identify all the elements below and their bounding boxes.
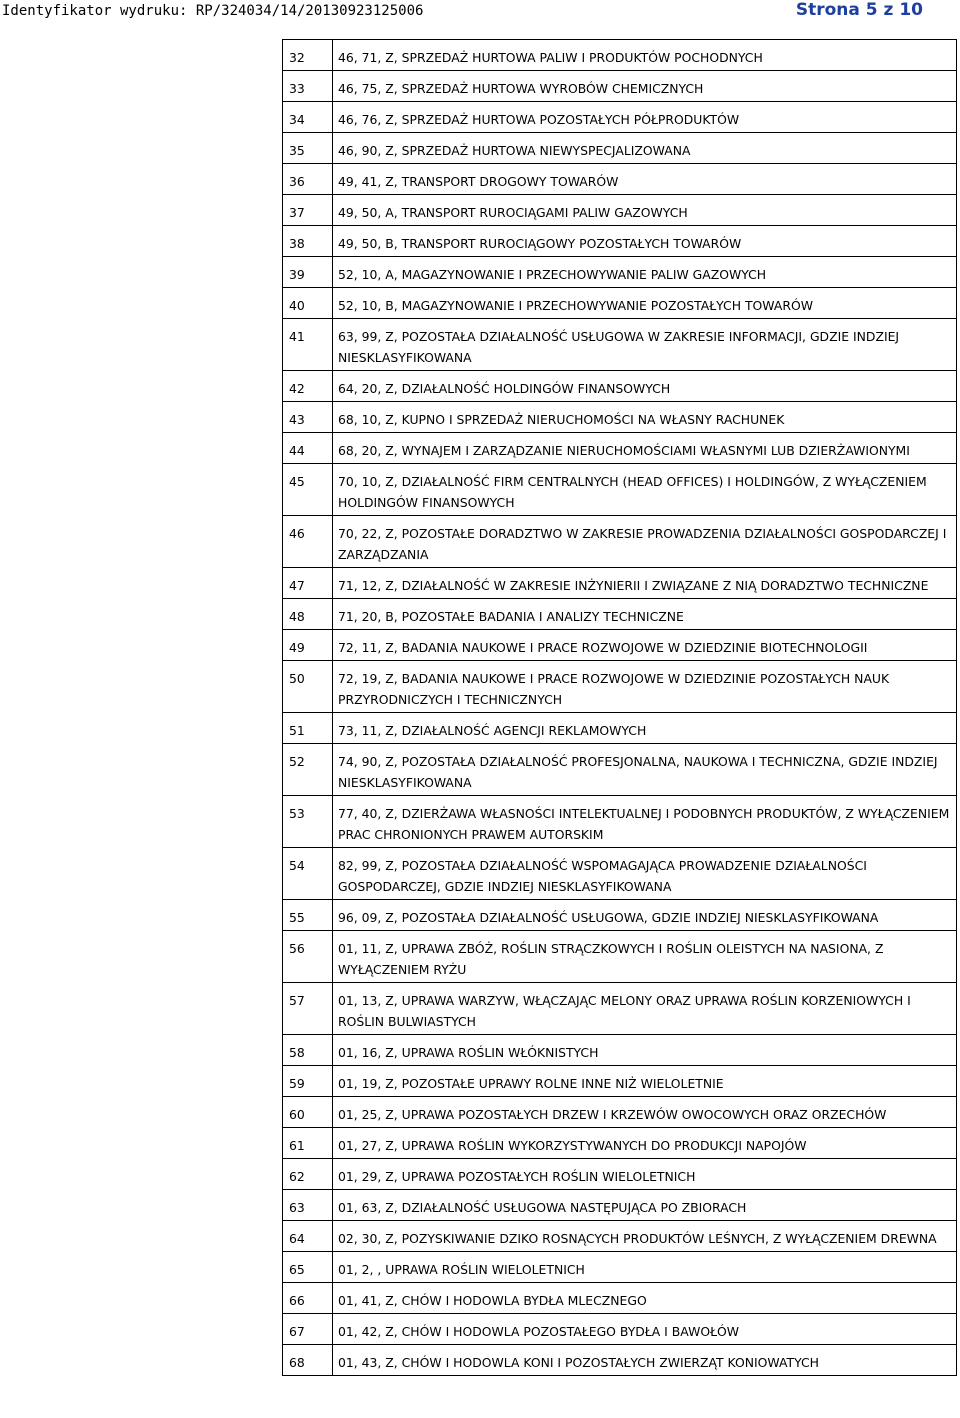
row-number: 36 <box>283 164 333 195</box>
row-number: 57 <box>283 983 333 1035</box>
table-row <box>283 1128 957 1159</box>
activity-description: 01, 27, Z, UPRAWA ROŚLIN WYKORZYSTYWANYCH DO PRODUKCJI NAPOJÓW <box>333 1128 957 1159</box>
activity-description: 72, 11, Z, BADANIA NAUKOWE I PRACE ROZWOJOWE W DZIEDZINIE BIOTECHNOLOGII <box>333 630 957 661</box>
row-number: 55 <box>283 900 333 931</box>
row-number: 62 <box>283 1159 333 1190</box>
table-row <box>283 900 957 931</box>
activity-description: 01, 2, , UPRAWA ROŚLIN WIELOLETNICH <box>333 1252 957 1283</box>
table-body <box>283 40 957 1376</box>
row-number: 40 <box>283 288 333 319</box>
activity-description: 49, 50, B, TRANSPORT RUROCIĄGOWY POZOSTAŁYCH TOWARÓW <box>333 226 957 257</box>
row-number: 60 <box>283 1097 333 1128</box>
table-row <box>283 133 957 164</box>
activity-description: 64, 20, Z, DZIAŁALNOŚĆ HOLDINGÓW FINANSOWYCH <box>333 371 957 402</box>
table-row <box>283 630 957 661</box>
activity-description: 68, 20, Z, WYNAJEM I ZARZĄDZANIE NIERUCHOMOŚCIAMI WŁASNYMI LUB DZIERŻAWIONYMI <box>333 433 957 464</box>
activity-description: 01, 16, Z, UPRAWA ROŚLIN WŁÓKNISTYCH <box>333 1035 957 1066</box>
table-row <box>283 1159 957 1190</box>
table-row <box>283 319 957 371</box>
row-number: 35 <box>283 133 333 164</box>
activity-description: 01, 41, Z, CHÓW I HODOWLA BYDŁA MLECZNEGO <box>333 1283 957 1314</box>
activity-description: 63, 99, Z, POZOSTAŁA DZIAŁALNOŚĆ USŁUGOWA W ZAKRESIE INFORMACJI, GDZIE INDZIEJ NIESKLASYFIKOWANA <box>333 319 957 371</box>
activity-codes-table <box>282 39 957 1376</box>
row-number: 33 <box>283 71 333 102</box>
table-row <box>283 1190 957 1221</box>
table-row <box>283 257 957 288</box>
print-header <box>0 0 960 26</box>
table-row <box>283 195 957 226</box>
row-number: 53 <box>283 796 333 848</box>
row-number: 38 <box>283 226 333 257</box>
activity-description: 01, 25, Z, UPRAWA POZOSTAŁYCH DRZEW I KRZEWÓW OWOCOWYCH ORAZ ORZECHÓW <box>333 1097 957 1128</box>
activity-description: 01, 63, Z, DZIAŁALNOŚĆ USŁUGOWA NASTĘPUJĄCA PO ZBIORACH <box>333 1190 957 1221</box>
table-row <box>283 713 957 744</box>
activity-description: 71, 20, B, POZOSTAŁE BADANIA I ANALIZY TECHNICZNE <box>333 599 957 630</box>
row-number: 43 <box>283 402 333 433</box>
table-row <box>283 1035 957 1066</box>
activity-description: 70, 22, Z, POZOSTAŁE DORADZTWO W ZAKRESIE PROWADZENIA DZIAŁALNOŚCI GOSPODARCZEJ I ZARZĄDZANIA <box>333 516 957 568</box>
row-number: 39 <box>283 257 333 288</box>
table-row <box>283 1221 957 1252</box>
table-row <box>283 1252 957 1283</box>
row-number: 56 <box>283 931 333 983</box>
activity-description: 74, 90, Z, POZOSTAŁA DZIAŁALNOŚĆ PROFESJONALNA, NAUKOWA I TECHNICZNA, GDZIE INDZIEJ NIESKLASYFIKOWANA <box>333 744 957 796</box>
table-row <box>283 1314 957 1345</box>
activity-description: 01, 11, Z, UPRAWA ZBÓŻ, ROŚLIN STRĄCZKOWYCH I ROŚLIN OLEISTYCH NA NASIONA, Z WYŁĄCZENIEM RYŻU <box>333 931 957 983</box>
activity-description: 77, 40, Z, DZIERŻAWA WŁASNOŚCI INTELEKTUALNEJ I PODOBNYCH PRODUKTÓW, Z WYŁĄCZENIEM PRAC CHRONIONYCH PRAWEM AUTORSKIM <box>333 796 957 848</box>
activity-description: 01, 13, Z, UPRAWA WARZYW, WŁĄCZAJĄC MELONY ORAZ UPRAWA ROŚLIN KORZENIOWYCH I ROŚLIN BULWIASTYCH <box>333 983 957 1035</box>
row-number: 51 <box>283 713 333 744</box>
row-number: 46 <box>283 516 333 568</box>
row-number: 67 <box>283 1314 333 1345</box>
row-number: 37 <box>283 195 333 226</box>
row-number: 44 <box>283 433 333 464</box>
table-row <box>283 1283 957 1314</box>
table-row <box>283 433 957 464</box>
activity-description: 01, 19, Z, POZOSTAŁE UPRAWY ROLNE INNE NIŻ WIELOLETNIE <box>333 1066 957 1097</box>
table-row <box>283 288 957 319</box>
activity-description: 52, 10, A, MAGAZYNOWANIE I PRZECHOWYWANIE PALIW GAZOWYCH <box>333 257 957 288</box>
activity-description: 71, 12, Z, DZIAŁALNOŚĆ W ZAKRESIE INŻYNIERII I ZWIĄZANE Z NIĄ DORADZTWO TECHNICZNE <box>333 568 957 599</box>
row-number: 48 <box>283 599 333 630</box>
table-row <box>283 516 957 568</box>
activity-description: 46, 90, Z, SPRZEDAŻ HURTOWA NIEWYSPECJALIZOWANA <box>333 133 957 164</box>
activity-description: 01, 42, Z, CHÓW I HODOWLA POZOSTAŁEGO BYDŁA I BAWOŁÓW <box>333 1314 957 1345</box>
activity-description: 49, 50, A, TRANSPORT RUROCIĄGAMI PALIW GAZOWYCH <box>333 195 957 226</box>
table-row <box>283 744 957 796</box>
row-number: 58 <box>283 1035 333 1066</box>
activity-description: 46, 71, Z, SPRZEDAŻ HURTOWA PALIW I PRODUKTÓW POCHODNYCH <box>333 40 957 71</box>
table-row <box>283 226 957 257</box>
row-number: 32 <box>283 40 333 71</box>
table-row <box>283 164 957 195</box>
row-number: 49 <box>283 630 333 661</box>
activity-description: 96, 09, Z, POZOSTAŁA DZIAŁALNOŚĆ USŁUGOWA, GDZIE INDZIEJ NIESKLASYFIKOWANA <box>333 900 957 931</box>
table-row <box>283 464 957 516</box>
table-row <box>283 40 957 71</box>
table-row <box>283 568 957 599</box>
table-row <box>283 1097 957 1128</box>
row-number: 52 <box>283 744 333 796</box>
activity-description: 02, 30, Z, POZYSKIWANIE DZIKO ROSNĄCYCH PRODUKTÓW LEŚNYCH, Z WYŁĄCZENIEM DREWNA <box>333 1221 957 1252</box>
table-row <box>283 983 957 1035</box>
activity-description: 49, 41, Z, TRANSPORT DROGOWY TOWARÓW <box>333 164 957 195</box>
row-number: 45 <box>283 464 333 516</box>
activity-description: 73, 11, Z, DZIAŁALNOŚĆ AGENCJI REKLAMOWYCH <box>333 713 957 744</box>
activity-description: 52, 10, B, MAGAZYNOWANIE I PRZECHOWYWANIE POZOSTAŁYCH TOWARÓW <box>333 288 957 319</box>
page-number: Strona 5 z 10 <box>795 0 923 20</box>
row-number: 47 <box>283 568 333 599</box>
row-number: 54 <box>283 848 333 900</box>
table-row <box>283 1066 957 1097</box>
activity-description: 46, 76, Z, SPRZEDAŻ HURTOWA POZOSTAŁYCH PÓŁPRODUKTÓW <box>333 102 957 133</box>
row-number: 41 <box>283 319 333 371</box>
row-number: 59 <box>283 1066 333 1097</box>
print-identifier: Identyfikator wydruku: RP/324034/14/20130923125006 <box>2 3 424 19</box>
row-number: 42 <box>283 371 333 402</box>
table-row <box>283 371 957 402</box>
activity-description: 72, 19, Z, BADANIA NAUKOWE I PRACE ROZWOJOWE W DZIEDZINIE POZOSTAŁYCH NAUK PRZYRODNICZYCH I TECHNICZNYCH <box>333 661 957 713</box>
activity-description: 01, 43, Z, CHÓW I HODOWLA KONI I POZOSTAŁYCH ZWIERZĄT KONIOWATYCH <box>333 1345 957 1376</box>
table-row <box>283 599 957 630</box>
activity-description: 46, 75, Z, SPRZEDAŻ HURTOWA WYROBÓW CHEMICZNYCH <box>333 71 957 102</box>
table-row <box>283 848 957 900</box>
table-row <box>283 931 957 983</box>
table-row <box>283 402 957 433</box>
row-number: 66 <box>283 1283 333 1314</box>
row-number: 65 <box>283 1252 333 1283</box>
row-number: 68 <box>283 1345 333 1376</box>
row-number: 50 <box>283 661 333 713</box>
row-number: 61 <box>283 1128 333 1159</box>
activity-description: 82, 99, Z, POZOSTAŁA DZIAŁALNOŚĆ WSPOMAGAJĄCA PROWADZENIE DZIAŁALNOŚCI GOSPODARCZEJ, GDZIE INDZIEJ NIESKLASYFIKOWANA <box>333 848 957 900</box>
table-row <box>283 102 957 133</box>
activity-description: 01, 29, Z, UPRAWA POZOSTAŁYCH ROŚLIN WIELOLETNICH <box>333 1159 957 1190</box>
row-number: 63 <box>283 1190 333 1221</box>
table-row <box>283 71 957 102</box>
activity-description: 68, 10, Z, KUPNO I SPRZEDAŻ NIERUCHOMOŚCI NA WŁASNY RACHUNEK <box>333 402 957 433</box>
row-number: 64 <box>283 1221 333 1252</box>
row-number: 34 <box>283 102 333 133</box>
table-row <box>283 796 957 848</box>
activity-description: 70, 10, Z, DZIAŁALNOŚĆ FIRM CENTRALNYCH (HEAD OFFICES) I HOLDINGÓW, Z WYŁĄCZENIEM HOLDINGÓW FINANSOWYCH <box>333 464 957 516</box>
table-row <box>283 661 957 713</box>
table-row <box>283 1345 957 1376</box>
